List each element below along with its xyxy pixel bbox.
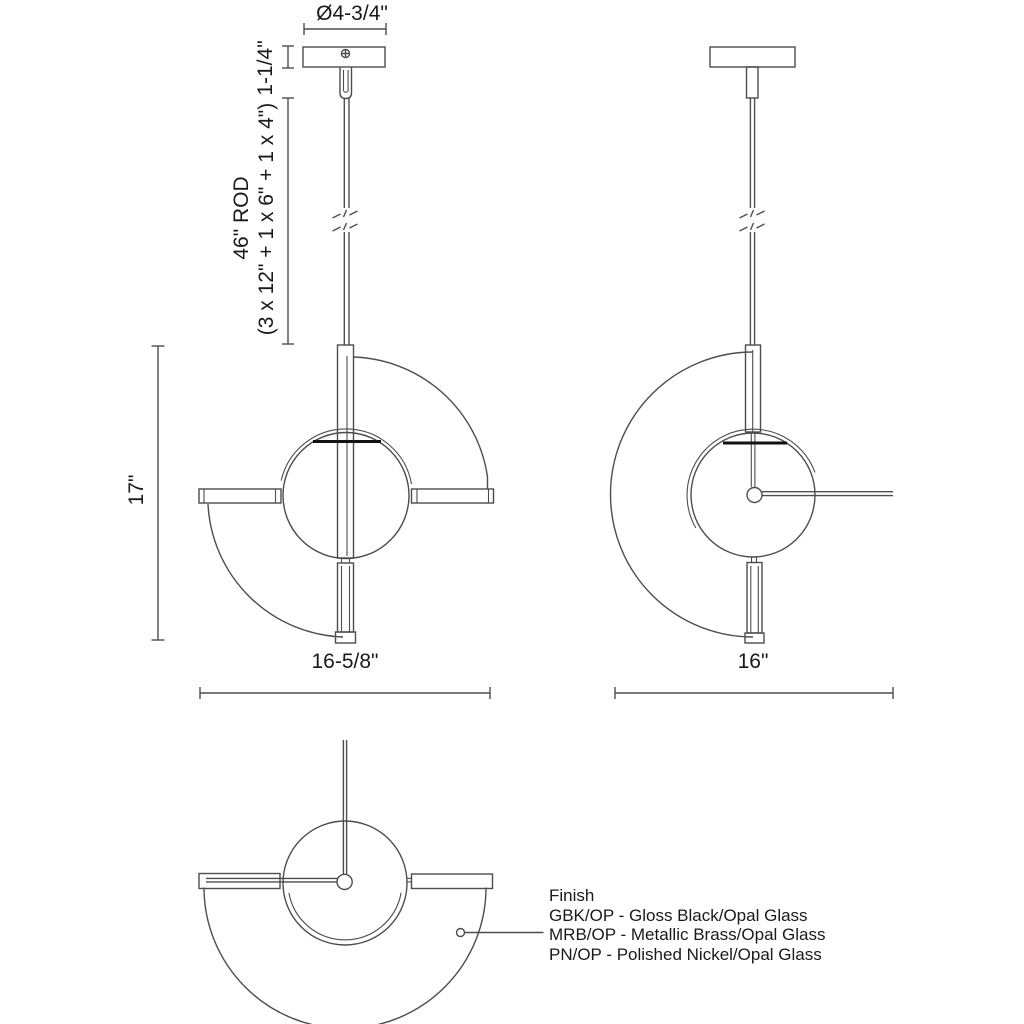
- finish-option: GBK/OP - Gloss Black/Opal Glass: [549, 905, 808, 925]
- hang-stem-side: [747, 67, 759, 98]
- dim-rod-line: [282, 98, 294, 344]
- shade-arc-bottom-left: [208, 504, 343, 637]
- shade-semicircle-side: [611, 352, 754, 637]
- left-bar-bottom: [199, 874, 337, 889]
- front-view-drawing: [152, 23, 494, 699]
- arm-hub-side: [747, 488, 762, 503]
- dim-height-line: [152, 346, 165, 640]
- break-symbol: [333, 210, 358, 231]
- left-bar-front: [199, 489, 281, 503]
- dim-canopy-diameter-label: Ø4-3/4": [316, 2, 388, 25]
- rod-front: [333, 98, 358, 345]
- dim-width-front-line: [200, 687, 490, 699]
- globe-front: [281, 429, 411, 559]
- side-arm: [762, 492, 893, 496]
- right-bar-bottom: [408, 874, 493, 889]
- dim-canopy-height-label: 1-1/4": [254, 40, 277, 96]
- finish-option: MRB/OP - Metallic Brass/Opal Glass: [549, 925, 826, 945]
- vertical-bar-side: [746, 345, 761, 487]
- bottom-bar-front: [336, 563, 356, 643]
- dim-canopy-height-line: [282, 46, 294, 68]
- vertical-bar-front: [338, 345, 354, 563]
- rod-side: [740, 98, 765, 345]
- rod-bottom-view: [343, 740, 346, 875]
- dim-rod-length-label: 46" ROD: [230, 176, 253, 260]
- dim-rod-breakdown-label: (3 x 12" + 1 x 6" + 1 x 4"): [255, 102, 278, 336]
- finish-legend: [549, 886, 825, 965]
- dim-fixture-width-front-label: 16-5/8": [311, 650, 379, 673]
- side-view-drawing: [611, 47, 894, 699]
- hang-stem-front: [340, 67, 352, 99]
- dim-fixture-width-side-label: 16": [737, 650, 769, 673]
- screw-icon: [342, 50, 350, 58]
- arm-hub-bottom: [337, 874, 352, 889]
- bottom-view-drawing: [199, 740, 544, 1024]
- dim-width-side-line: [615, 687, 893, 699]
- finish-legend-title: Finish: [549, 886, 595, 905]
- bottom-bar-side: [745, 557, 764, 643]
- shade-arc-top-right: [354, 357, 488, 489]
- finish-option: PN/OP - Polished Nickel/Opal Glass: [549, 945, 822, 965]
- canopy-side: [710, 47, 795, 67]
- break-symbol: [740, 210, 765, 231]
- dim-fixture-height-label: 17": [125, 474, 148, 506]
- right-bar-front: [412, 489, 494, 503]
- finish-leader-line: [457, 929, 544, 937]
- shade-semicircle-bottom: [204, 888, 486, 1024]
